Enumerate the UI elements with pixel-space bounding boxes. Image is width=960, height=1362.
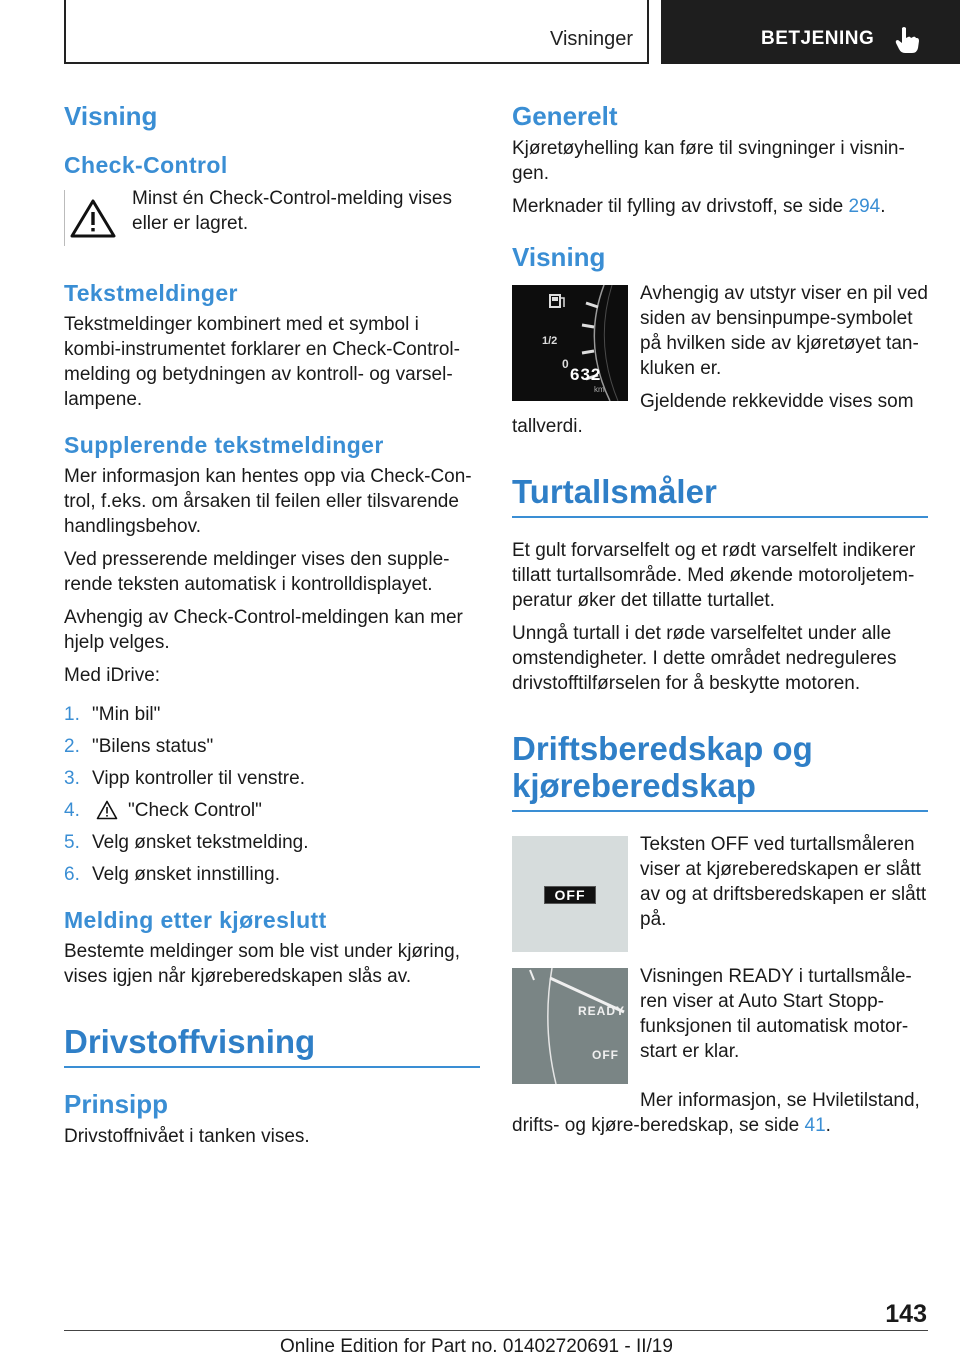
step-number: 5.: [64, 832, 80, 853]
header-section-tab: [64, 0, 649, 64]
fuel-range-value: 632: [570, 365, 602, 384]
list-item: [64, 766, 480, 791]
fuel-half-label: 1/2: [542, 335, 558, 347]
generelt-p2-text: Merknader til fylling av drivstoff, se side: [512, 196, 849, 217]
step-text: Vipp kontroller til venstre.: [92, 768, 305, 789]
off-text: Teksten OFF ved turtallsmåleren viser at kjøreberedskapen er slått av og at driftsberedskapen er slått på.: [640, 834, 927, 930]
ready-label: READY: [578, 1004, 626, 1018]
turtallsmaler-heading: Turtallsmåler: [512, 473, 928, 518]
tekstmeldinger-heading: Tekstmeldinger: [64, 280, 238, 306]
generelt-heading: Generelt: [512, 101, 618, 131]
header-chapter-tab: [661, 0, 960, 64]
list-item: [64, 862, 480, 887]
check-control-heading: Check-Control: [64, 152, 228, 178]
footer-edition: Online Edition for Part no. 01402720691 - II/19: [280, 1336, 673, 1357]
header-chapter-label: BETJENING: [761, 28, 875, 49]
supplerende-paragraph-2: Ved presserende meldinger vises den supple-rende teksten automatisk i kontrolldisplayet.: [64, 549, 450, 595]
header-section-label: Visninger: [549, 28, 633, 50]
step-text: "Bilens status": [92, 736, 214, 757]
mer-prefix: Mer informasjon, se Hviletilstand, drifts- og kjøre-beredskap, se side: [512, 1090, 920, 1136]
visning-heading: Visning: [64, 101, 158, 131]
warning-triangle-icon: [96, 800, 118, 820]
visning-right-heading: Visning: [512, 242, 606, 272]
step-number: 3.: [64, 768, 80, 789]
mer-informasjon-text: [512, 1088, 928, 1138]
list-item: [64, 702, 480, 727]
ready-block: [512, 964, 928, 1088]
idrive-steps-list: [64, 702, 480, 887]
step-text: Velg ønsket tekstmelding.: [92, 832, 309, 853]
tekstmeldinger-text: Tekstmeldinger kombinert med et symbol i kombi-instrumentet forklarer en Check-Control-melding og betydningen av kontroll- og varsel-lampene.: [64, 314, 460, 410]
generelt-p2-suffix: .: [880, 196, 886, 217]
prinsipp-heading: Prinsipp: [64, 1089, 169, 1119]
footer-divider: [64, 1330, 928, 1331]
turtall-paragraph-2: Unngå turtall i det røde varselfeltet under alle omstendigheter. I dette området nedreguleres drivstofftilførselen for å beskytte motoren.: [512, 623, 897, 694]
melding-heading: Melding etter kjøreslutt: [64, 907, 327, 933]
fuel-gauge-image: [512, 285, 628, 401]
ready-display-image: [512, 968, 628, 1084]
left-column: [64, 100, 480, 1149]
step-text: "Min bil": [92, 704, 161, 725]
off-display-image: [512, 836, 628, 952]
page-link-41[interactable]: 41: [804, 1115, 826, 1136]
off-badge-label: OFF: [554, 887, 586, 903]
pointing-hand-icon: [894, 26, 920, 54]
fuel-zero-label: 0: [562, 357, 569, 371]
step-text: "Check Control": [128, 800, 262, 821]
step-number: 6.: [64, 864, 80, 885]
step-number: 1.: [64, 704, 80, 725]
supplerende-heading: Supplerende tekstmeldinger: [64, 432, 384, 458]
list-item: [64, 830, 480, 855]
right-column: [512, 100, 928, 1138]
off-badge: [544, 886, 596, 904]
visning-block: [512, 281, 928, 439]
ready-off-label: OFF: [592, 1048, 619, 1062]
list-item: [64, 734, 480, 759]
melding-text: Bestemte meldinger som ble vist under kjøring, vises igjen når kjøreberedskapen slås av.: [64, 941, 460, 987]
ready-text: Visningen READY i turtallsmåle-ren viser at Auto Start Stopp-funksjonen til automatisk motor-start er klar.: [640, 966, 912, 1062]
fuel-range-unit: km: [594, 385, 605, 394]
supplerende-paragraph-1: Mer informasjon kan hentes opp via Check-Con-trol, f.eks. om årsaken til feilen eller tilsvarende handlingsbehov.: [64, 466, 472, 537]
check-control-block: [64, 186, 480, 254]
step-text: Velg ønsket innstilling.: [92, 864, 280, 885]
turtall-paragraph-1: Et gult forvarselfelt og et rødt varselfelt indikerer tillatt turtallsområde. Med økende motoroljetem-peratur øker det tillatte turtallet.: [512, 540, 916, 611]
warning-triangle-icon: [64, 190, 120, 246]
supplerende-paragraph-4: Med iDrive:: [64, 665, 161, 686]
page-number: 143: [885, 1300, 927, 1328]
driftsberedskap-heading: Driftsberedskap og kjøreberedskap: [512, 730, 928, 812]
supplerende-paragraph-3: Avhengig av Check-Control-meldingen kan mer hjelp velges.: [64, 607, 463, 653]
off-block: [512, 832, 928, 964]
check-control-text: Minst én Check-Control-melding vises eller er lagret.: [132, 188, 452, 234]
visning-paragraph-1: Avhengig av utstyr viser en pil ved siden av bensinpumpe-symbolet på hvilken side av kjøretøyet tan-kluken er.: [640, 283, 928, 379]
list-item: [64, 798, 480, 823]
mer-suffix: .: [825, 1115, 831, 1136]
prinsipp-text: Drivstoffnivået i tanken vises.: [64, 1126, 310, 1147]
page-link-294[interactable]: 294: [848, 196, 881, 217]
generelt-paragraph-1: Kjøretøyhelling kan føre til svingninger i visnin-gen.: [512, 138, 905, 184]
visning-paragraph-2: Gjeldende rekkevidde vises som tallverdi.: [512, 391, 914, 437]
drivstoffvisning-heading: Drivstoffvisning: [64, 1023, 480, 1068]
step-number: 4.: [64, 800, 80, 821]
step-number: 2.: [64, 736, 80, 757]
generelt-paragraph-2: [512, 194, 928, 219]
